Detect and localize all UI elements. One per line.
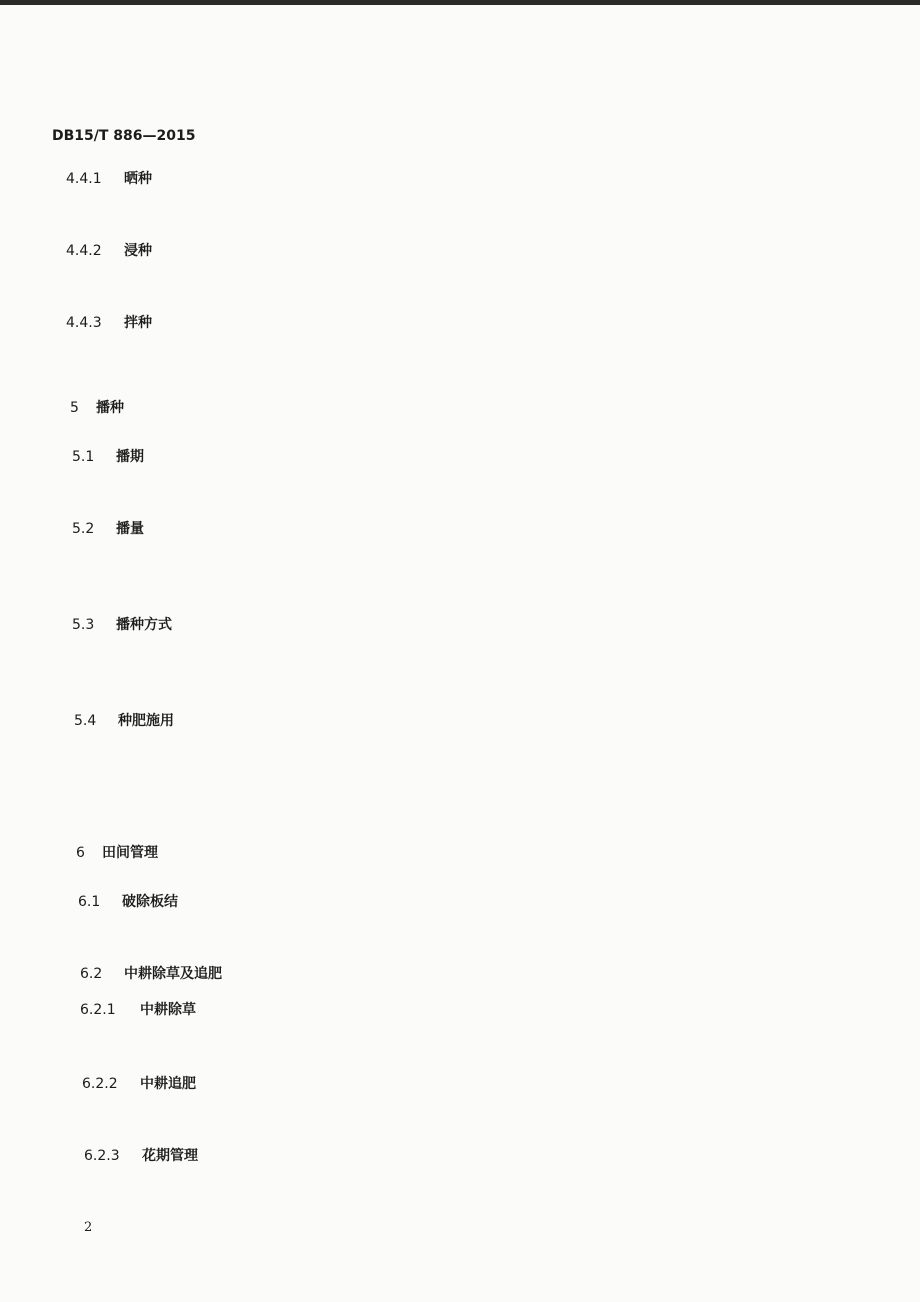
section-heading-5-4: 5.4 种肥施用 bbox=[74, 713, 174, 729]
section-heading-5-2: 5.2 播量 bbox=[72, 521, 144, 537]
section-heading-4-4-1: 4.4.1 晒种 bbox=[66, 171, 152, 187]
document-id-header: DB15/T 886—2015 bbox=[52, 128, 196, 144]
scan-edge bbox=[0, 0, 920, 5]
page-number: 2 bbox=[84, 1220, 93, 1235]
section-heading-6-2-1: 6.2.1 中耕除草 bbox=[80, 1002, 196, 1018]
section-heading-6-2-2: 6.2.2 中耕追肥 bbox=[82, 1076, 196, 1092]
section-heading-6-2: 6.2 中耕除草及追肥 bbox=[80, 966, 222, 982]
section-heading-5-1: 5.1 播期 bbox=[72, 449, 144, 465]
section-heading-6-1: 6.1 破除板结 bbox=[78, 894, 178, 910]
section-heading-6-2-3: 6.2.3 花期管理 bbox=[84, 1148, 198, 1164]
section-heading-4-4-3: 4.4.3 拌种 bbox=[66, 315, 152, 331]
section-heading-6: 6 田间管理 bbox=[76, 845, 158, 861]
section-heading-5-3: 5.3 播种方式 bbox=[72, 617, 172, 633]
section-heading-4-4-2: 4.4.2 浸种 bbox=[66, 243, 152, 259]
section-heading-5: 5 播种 bbox=[70, 400, 124, 416]
